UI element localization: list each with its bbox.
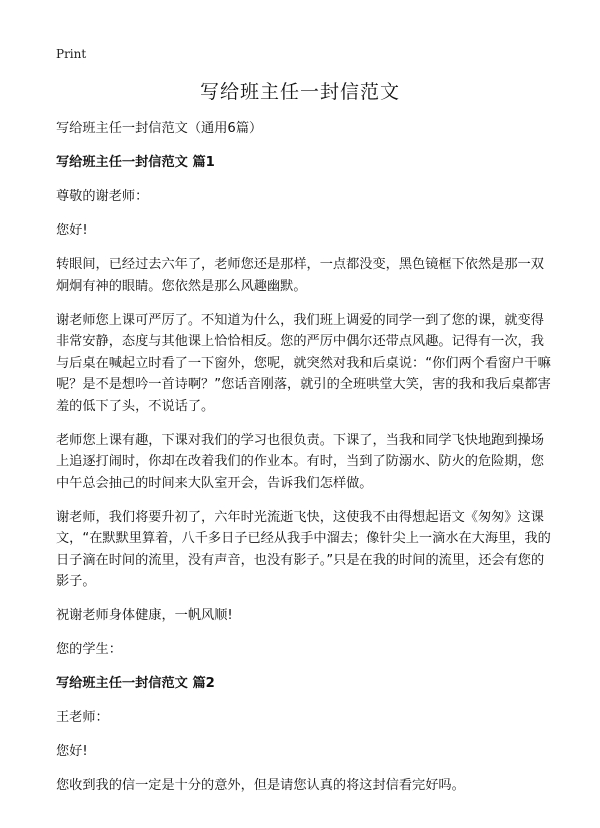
closing-wish: 祝谢老师身体健康，一帆风顺! bbox=[56, 608, 233, 623]
salutation: 尊敬的谢老师： bbox=[56, 189, 149, 204]
salutation: 王老师： bbox=[56, 710, 109, 725]
page-title: 写给班主任一封信范文 bbox=[199, 81, 400, 103]
document-body bbox=[56, 118, 556, 809]
body-paragraph: 老师您上课有趣，下课对我们的学习也很负责。下课了，当我和同学飞快地跑到操场上追逐打闹时，你却在改着我们的作业本。有时，当到了防溺水、防火的危险期，您中午总会抽己的时间来大队室开会，告诉我们怎样做。 bbox=[56, 432, 544, 491]
greeting: 您好! bbox=[56, 223, 88, 238]
print-link[interactable]: Print bbox=[56, 47, 87, 61]
section-heading-1: 写给班主任一封信范文 篇1 bbox=[56, 155, 215, 170]
signature-line: 您的学生： bbox=[56, 642, 122, 657]
greeting: 您好! bbox=[56, 744, 88, 759]
section-heading-2: 写给班主任一封信范文 篇2 bbox=[56, 676, 215, 691]
document-subtitle: 写给班主任一封信范文（通用6篇） bbox=[56, 121, 263, 136]
body-paragraph: 谢老师，我们将要升初了，六年时光流逝飞快，这使我不由得想起语文《匆匆》这课文，“在默默里算着，八千多日子已经从我手中溜去；像针尖上一滴水在大海里，我的日子滴在时间的流里，没有声音，也没有影子。”只是在我的时间的流里，还会有您的影子。 bbox=[56, 509, 551, 589]
body-paragraph: 转眼间，已经过去六年了，老师您还是那样，一点都没变，黑色镜框下依然是那一双炯炯有神的眼睛。您依然是那么风趣幽默。 bbox=[56, 257, 544, 294]
body-paragraph: 谢老师您上课可严厉了。不知道为什么，我们班上调爱的同学一到了您的课，就变得非常安静，态度与其他课上恰恰相反。您的严厉中偶尔还带点风趣。记得有一次，我与后桌在喊起立时看了一下窗外，您呢，就突然对我和后桌说：“你们两个看窗户干嘛呢？是不是想吟一首诗啊？”您话音刚落，就引的全班哄堂大笑，害的我和我后桌都害羞的低下了头，不说话了。 bbox=[56, 312, 551, 414]
body-paragraph: 您收到我的信一定是十分的意外，但是请您认真的将这封信看完好吗。 bbox=[56, 778, 465, 793]
